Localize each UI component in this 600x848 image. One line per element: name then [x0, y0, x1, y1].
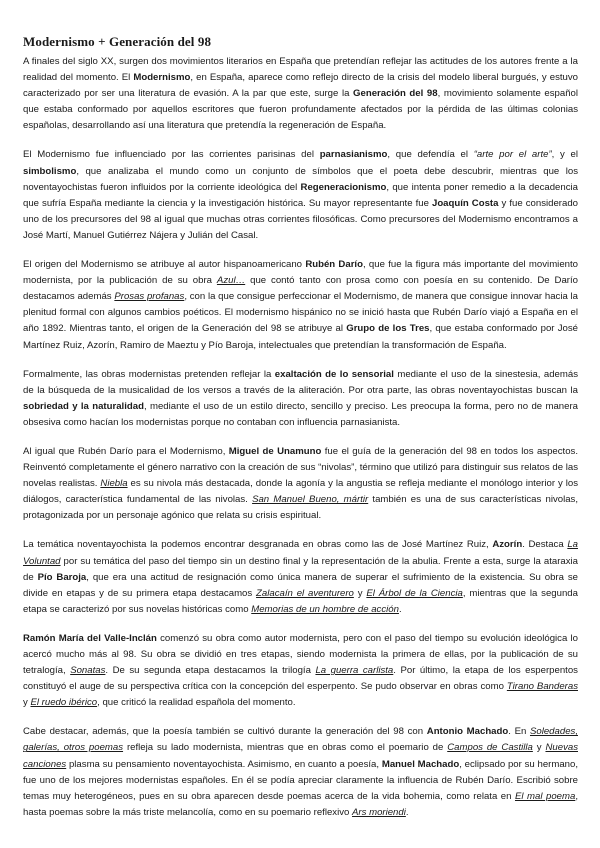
italic-quote: “arte por el arte”	[473, 149, 552, 161]
paragraph	[23, 367, 578, 431]
text-run: , que defendía el	[387, 149, 474, 161]
bold-term: Miguel de Unamuno	[228, 445, 322, 457]
text-run: también es una de sus características nivolas, protagonizada por un personaje agónico que relata su crisis espiritual.	[23, 494, 579, 522]
text-run: y fue considerado uno de los precursores del 98 al igual que muchas otras corrientes filosóficas. Como precursores del Modernismo encontramos a José Martí, Manuel Gutiérrez Nájera y Julián del Casal.	[23, 197, 578, 241]
text-run: comenzó su obra como autor modernista, pero con el paso del tiempo su evolución ideológica lo acercó mucho más al 98. Su obra se dividió en tres etapas, siendo modernista la primera de ellas, por la publicación de su tetralogía,	[23, 632, 578, 677]
text-run: , hasta poemas sobre la más triste melancolía, como en su poemario reflexivo	[23, 790, 578, 818]
text-run: , y el	[551, 149, 579, 161]
text-run: , que era una actitud de resignación como única manera de superar el sufrimiento de la existencia. Su obra se divide en etapas y de su primera etapa destacamos	[23, 571, 578, 599]
text-run: , que criticó la realidad española del momento.	[97, 697, 296, 709]
bold-term: simbolismo	[23, 165, 77, 177]
text-run: Formalmente, las obras modernistas pretenden reflejar la	[23, 368, 275, 380]
paragraph	[23, 724, 578, 821]
paragraph	[23, 257, 578, 354]
text-run: que contó tanto con prosa como con poesía en su contenido. De Darío destacamos además	[23, 275, 578, 303]
text-run: , en España, aparece como reflejo directo de la crisis del modelo liberal burgués, y estuvo caracterizado por ser una literatura de evasión. A la par que este, surge la	[23, 72, 579, 100]
bold-term: Ramón María del Valle-Inclán	[23, 632, 157, 644]
work-title-link[interactable]: La guerra carlista	[315, 665, 394, 677]
work-title-link[interactable]: Campos de Castilla	[447, 742, 533, 754]
text-run: , que fue la figura más importante del movimiento modernista, por la publicación de su obra	[23, 259, 578, 287]
text-run: , mientras que la segunda etapa se caracterizó por sus novelas históricas como	[23, 587, 578, 615]
text-run: , mediante el uso de un estilo directo, sencillo y preciso. Les preocupa la forma, pero no de manera obsesiva como hacían los modernistas porque no contaban con influencia parnasianista.	[23, 400, 578, 428]
text-run: . Por último, la etapa de los esperpentos constituyó el auge de su perspectiva crítica con la concepción del esperpento. Se pudo observar en obras como	[23, 665, 578, 693]
paragraph	[23, 444, 578, 524]
paragraph	[23, 537, 578, 617]
bold-term: Modernismo	[133, 72, 191, 84]
work-title-link[interactable]: La Voluntad	[23, 539, 578, 567]
text-run: y	[353, 587, 367, 599]
work-title-link[interactable]: Soledades, galerías, otros poemas	[23, 726, 578, 754]
text-run: fue el guía de la generación del 98 en todos los aspectos. Reinventó completamente el género narrativo con la creación de sus “nivolas”, término que utilizó para distinguir sus relatos de las novelas realistas.	[23, 445, 579, 490]
text-run: . En	[508, 726, 530, 738]
paragraph	[23, 54, 578, 134]
text-run: , movimiento solamente español que estaba conformado por aquellos escritores que fueron profundamente afectados por la pérdida de las últimas colonias españolas, desarrollando así una literatura que pretendía la regeneración de España.	[23, 88, 578, 132]
text-run: por su temática del paso del tiempo sin un destino final y la representación de la abulia. Frente a esta, surge la ataraxia de	[23, 555, 578, 583]
work-title-link[interactable]: El Árbol de la Ciencia	[366, 587, 463, 599]
text-run: , con la que consigue perfeccionar el Modernismo, de manera que consigue innovar hacia la plenitud formal con algunos cambios poéticos. El modernismo hispánico no se inició hasta que Rubén Darío viajó a España en el año 1892. Mientras tanto, el origen de la Generación del 98 se atribuye al	[23, 291, 579, 335]
text-run: El Modernismo fue influenciado por las corrientes parisinas del	[23, 149, 320, 161]
paragraph	[23, 147, 578, 244]
work-title-link[interactable]: Niebla	[100, 478, 128, 490]
document-body	[23, 54, 578, 821]
text-run: , eclipsado por su hermano, fue uno de los mejores modernistas españoles. En él se podía apreciar claramente la influencia de Rubén Darío. Escribió sobre temas muy heterogéneos, pues en su obra aparecen desde poemas acerca de la vida bohemia, como relata en	[23, 758, 579, 802]
text-run: , que estaba conformado por José Martínez Ruiz, Azorín, Ramiro de Maeztu y Pío Baroja, intelectuales que pretendían la transformación de España.	[23, 323, 578, 351]
work-title-link[interactable]: Zalacaín el aventurero	[256, 587, 354, 599]
bold-term: sobriedad y la naturalidad	[23, 400, 144, 412]
bold-term: Regeneracionismo	[300, 181, 387, 193]
text-run: plasma su pensamiento noventayochista. Asimismo, en cuanto a poesía,	[66, 758, 382, 770]
text-run: .	[405, 806, 409, 818]
paragraph	[23, 631, 578, 711]
bold-term: parnasianismo	[319, 149, 388, 161]
bold-term: Generación del 98	[353, 88, 438, 100]
text-run: La temática noventayochista la podemos encontrar desgranada en obras como las de José Martínez Ruiz,	[23, 539, 493, 551]
text-run: , que intenta poner remedio a la decadencia que sufría España mediante la ciencia y la investigación histórica. Su mayor representante fue	[23, 181, 578, 209]
bold-term: Joaquín Costa	[431, 197, 499, 209]
text-run: .	[398, 603, 402, 615]
work-title-link[interactable]: San Manuel Bueno, mártir	[252, 494, 369, 506]
text-run: es su nivola más destacada, donde la agonía y la angustia se refleja mediante el monólogo interior y los diálogos, característica fundamental de las nivolas.	[23, 478, 578, 506]
page-title: Modernismo + Generación del 98	[23, 34, 212, 49]
text-run: y	[23, 697, 31, 709]
work-title-link[interactable]: Nuevas canciones	[23, 742, 578, 770]
work-title-link[interactable]: Prosas profanas	[114, 291, 185, 303]
bold-term: Pío Baroja	[37, 571, 87, 583]
work-title-link[interactable]: Azul…	[216, 275, 246, 287]
bold-term: Manuel Machado	[381, 758, 460, 770]
bold-term: Rubén Darío	[305, 259, 363, 271]
bold-term: Azorín	[492, 539, 523, 551]
work-title-link[interactable]: Tirano Banderas	[506, 681, 578, 693]
text-run: mediante el uso de la sinestesia, además de la búsqueda de la musicalidad de los versos a través de la aliteración. Por otra parte, las obras noventayochistas buscan la	[23, 368, 578, 396]
work-title-link[interactable]: Sonatas	[70, 665, 106, 677]
work-title-link[interactable]: Memorias de un hombre de acción	[251, 603, 399, 615]
work-title-link[interactable]: Ars moriendi	[352, 806, 406, 818]
bold-term: exaltación de lo sensorial	[274, 368, 394, 380]
work-title-link[interactable]: El mal poema	[514, 790, 576, 802]
text-run: El origen del Modernismo se atribuye al autor hispanoamericano	[23, 259, 306, 271]
text-run: refleja su lado modernista, mientras que en obras como el poemario de	[123, 742, 448, 754]
text-run: . Destaca	[522, 539, 568, 551]
text-run: Al igual que Rubén Darío para el Modernismo,	[23, 445, 229, 457]
work-title-link[interactable]: El ruedo ibérico	[30, 697, 98, 709]
text-run: . De su segunda etapa destacamos la trilogía	[105, 665, 316, 677]
bold-term: Antonio Machado	[426, 726, 509, 738]
text-run: , que analizaba el mundo como un conjunto de símbolos que el poeta debe descubrir, mientras que los noventayochistas fueron influidos por la corriente ideológica del	[23, 165, 578, 193]
text-run: y	[532, 742, 546, 754]
bold-term: Grupo de los Tres	[346, 323, 430, 335]
text-run: A finales del siglo XX, surgen dos movimientos literarios en España que pretendían reflejar las actitudes de los autores frente a la realidad del momento. El	[23, 56, 578, 84]
text-run: Cabe destacar, además, que la poesía también se cultivó durante la generación del 98 con	[23, 726, 427, 738]
